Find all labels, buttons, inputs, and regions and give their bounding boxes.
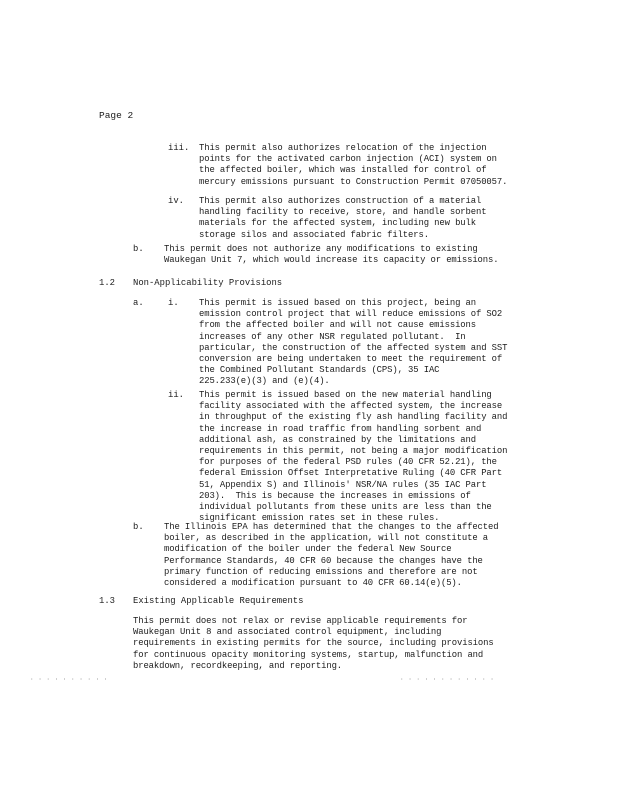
text-line: conversion are being undertaken to meet the requirement of — [199, 354, 503, 365]
text-line: the affected boiler, which was installed for control of — [199, 165, 487, 176]
text-line: storage silos and associated fabric filters. — [199, 229, 429, 240]
text-line: increases of any other NSR regulated pollutant. In — [199, 331, 466, 342]
text-line: for continuous opacity monitoring systems, startup, malfunction and — [133, 649, 484, 660]
item-iii-text — [199, 143, 507, 188]
text-line: significant emission rates set in these rules. — [199, 513, 440, 524]
text-line: This permit is issued based on the new material handling — [199, 390, 492, 400]
text-line: This permit also authorizes relocation of the injection — [199, 143, 487, 153]
text-line: mercury emissions pursuant to Construction Permit 07050057. — [199, 176, 508, 187]
text-line: from the affected boiler and will not cause emissions — [199, 320, 476, 331]
text-line: Waukegan Unit 8 and associated control equipment, including — [133, 627, 442, 638]
text-line: emission control project that will reduce emissions of SO2 — [199, 309, 503, 320]
text-line: materials for the affected system, including new bulk — [199, 218, 476, 229]
section-1-3-text — [133, 616, 494, 672]
text-line: in throughput of the existing fly ash handling facility and — [199, 412, 508, 423]
text-line: particular, the construction of the affected system and SST — [199, 342, 508, 353]
text-line: facility associated with the affected system, the increase — [199, 401, 503, 412]
text-line: individual pollutants from these units are less than the — [199, 502, 492, 513]
item-iv-text — [199, 196, 486, 241]
item-b-text — [164, 244, 498, 266]
text-line: handling facility to receive, store, and handle sorbent — [199, 207, 487, 218]
section-1-2-b-text — [164, 522, 498, 589]
text-line: modification of the boiler under the federal New Source — [164, 544, 452, 555]
item-a-i-number: i. — [168, 298, 179, 308]
item-b-number: b. — [133, 244, 144, 254]
text-line: requirements in existing permits for the source, including provisions — [133, 638, 494, 649]
section-1-2-number: 1.2 — [99, 278, 115, 288]
text-line: 203). This is because the increases in emissions of — [199, 490, 471, 501]
item-iii-number: iii. — [168, 143, 190, 153]
text-line: points for the activated carbon injection (ACI) system on — [199, 154, 497, 165]
text-line: This permit does not authorize any modifications to existing — [164, 244, 478, 254]
item-a-ii-text — [199, 390, 507, 524]
text-line: This permit is issued based on this project, being an — [199, 298, 476, 308]
text-line: The Illinois EPA has determined that the changes to the affected — [164, 522, 499, 532]
text-line: primary function of reducing emissions and therefore are not — [164, 566, 478, 577]
text-line: additional ash, as constrained by the limitations and — [199, 434, 476, 445]
footer-mark-left: · · · · · · · · · · — [30, 676, 108, 683]
text-line: 225.233(e)(3) and (e)(4). — [199, 376, 330, 387]
section-1-2-b-number: b. — [133, 522, 144, 532]
text-line: This permit does not relax or revise applicable requirements for — [133, 616, 468, 626]
text-line: 51, Appendix S) and Illinois' NSR/NA rules (35 IAC Part — [199, 479, 487, 490]
text-line: Waukegan Unit 7, which would increase its capacity or emissions. — [164, 255, 499, 266]
text-line: breakdown, recordkeeping, and reporting. — [133, 660, 343, 671]
text-line: for purposes of the federal PSD rules (40 CFR 52.21), the — [199, 457, 497, 468]
text-line: requirements in this permit, not being a major modification — [199, 446, 508, 457]
text-line: boiler, as described in the application, will not constitute a — [164, 533, 489, 544]
text-line: This permit also authorizes construction of a material — [199, 196, 482, 206]
text-line: federal Emission Offset Interpretative Ruling (40 CFR Part — [199, 468, 503, 479]
item-a-i-text — [199, 298, 507, 388]
text-line: the Combined Pollutant Standards (CPS), 35 IAC — [199, 365, 440, 376]
text-line: the increase in road traffic from handling sorbent and — [199, 423, 482, 434]
section-1-2-a-number: a. — [133, 298, 144, 308]
section-1-2-title: Non-Applicability Provisions — [133, 278, 283, 288]
text-line: considered a modification pursuant to 40 CFR 60.14(e)(5). — [164, 578, 462, 589]
page-header: Page 2 — [99, 110, 134, 121]
section-1-3-title: Existing Applicable Requirements — [133, 596, 304, 606]
item-a-ii-number: ii. — [168, 390, 184, 400]
footer-mark-right: · · · · · · · · · · · · — [400, 676, 495, 683]
item-iv-number: iv. — [168, 196, 184, 206]
section-1-3-number: 1.3 — [99, 596, 115, 606]
text-line: Performance Standards, 40 CFR 60 because the changes have the — [164, 555, 483, 566]
